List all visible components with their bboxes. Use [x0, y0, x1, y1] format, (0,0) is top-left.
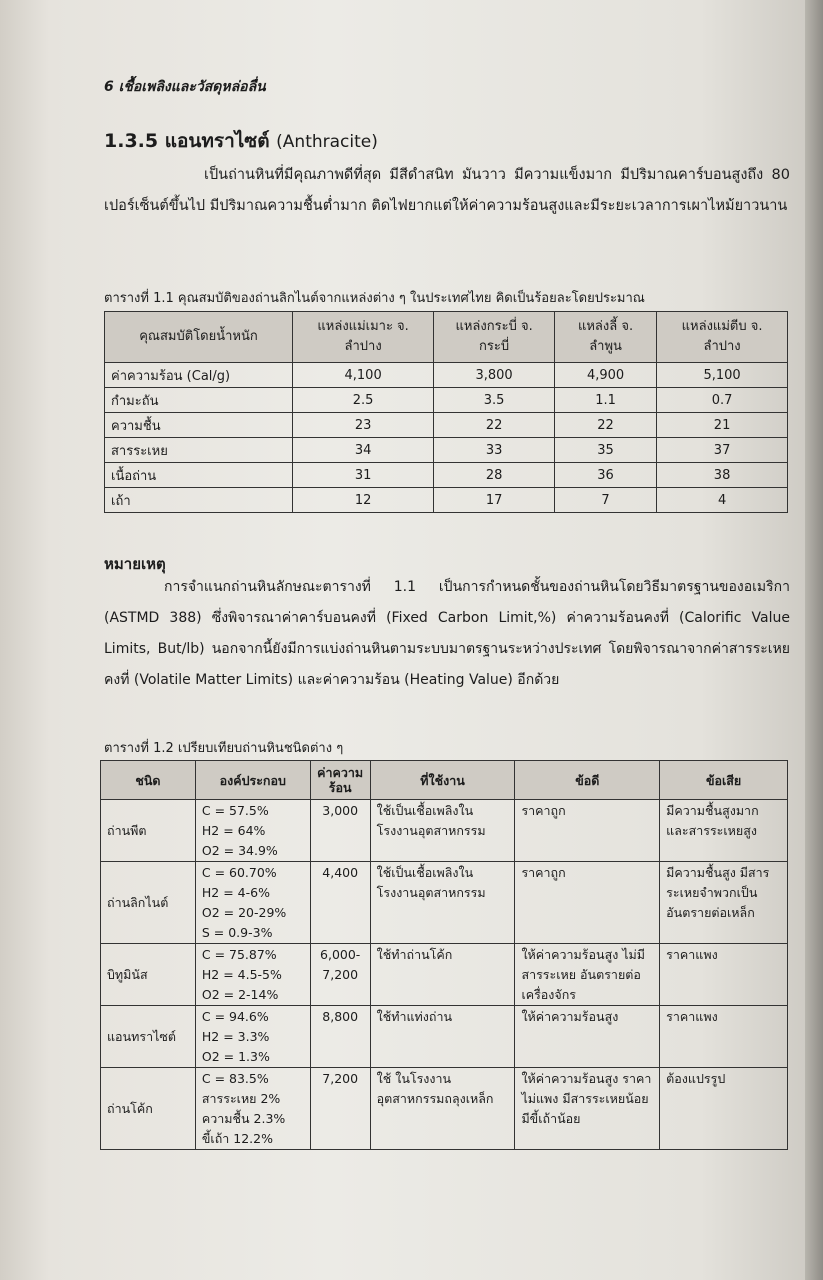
- heating-value-cell: 3,000: [310, 800, 370, 862]
- coal-type-cell: แอนทราไซต์: [101, 1006, 196, 1068]
- table-header-cell: แหล่งแม่ตีบ จ. ลำปาง: [657, 312, 788, 363]
- table-row: [105, 463, 788, 488]
- composition-cell: [195, 944, 310, 1006]
- table-header-cell: แหล่งกระบี่ จ. กระบี่: [434, 312, 555, 363]
- table-row: [101, 1068, 788, 1150]
- table-cell: ค่าความร้อน (Cal/g): [105, 363, 293, 388]
- table-row: [101, 1006, 788, 1068]
- table-header-row: [105, 312, 788, 363]
- coal-type-cell: บิทูมินัส: [101, 944, 196, 1006]
- composition-line: ความชื้น 2.3%: [201, 1111, 286, 1126]
- usage-cell: ใช้เป็นเชื้อเพลิงในโรงงานอุตสาหกรรม: [370, 800, 515, 862]
- table-row: [105, 488, 788, 513]
- table-cell: 4: [657, 488, 788, 513]
- table-row: [105, 438, 788, 463]
- table-row: [105, 363, 788, 388]
- coal-type-cell: ถ่านพีต: [101, 800, 196, 862]
- heating-value-cell: 4,400: [310, 862, 370, 944]
- table-cell: 33: [434, 438, 555, 463]
- note-title: หมายเหตุ: [104, 555, 166, 573]
- table-header-cell: คุณสมบัติโดยน้ำหนัก: [105, 312, 293, 363]
- heating-value-cell: 6,000-7,200: [310, 944, 370, 1006]
- table-header-cell: ข้อดี: [515, 761, 660, 800]
- composition-line: C = 75.87%: [201, 947, 277, 962]
- composition-cell: [195, 800, 310, 862]
- table-row: [101, 944, 788, 1006]
- table-cell: 38: [657, 463, 788, 488]
- table-cell: 7: [554, 488, 656, 513]
- table2-caption: ตารางที่ 1.2 เปรียบเทียบถ่านหินชนิดต่าง ๆ: [104, 741, 344, 756]
- section-title: [104, 126, 378, 156]
- advantage-cell: ราคาถูก: [515, 800, 660, 862]
- section-title-english: (Anthracite): [276, 132, 378, 152]
- table-cell: 28: [434, 463, 555, 488]
- composition-line: H2 = 4.5-5%: [201, 967, 282, 982]
- coal-type-cell: ถ่านลิกไนต์: [101, 862, 196, 944]
- disadvantage-cell: มีความชื้นสูงมากและสารระเหยสูง: [660, 800, 788, 862]
- advantage-cell: ให้ค่าความร้อนสูง ราคาไม่แพง มีสารระเหยน้อยมีขี้เถ้าน้อย: [515, 1068, 660, 1150]
- composition-line: C = 83.5%: [201, 1071, 269, 1086]
- coal-type-cell: ถ่านโค้ก: [101, 1068, 196, 1150]
- usage-cell: ใช้เป็นเชื้อเพลิงในโรงงานอุตสาหกรรม: [370, 862, 515, 944]
- heating-value-cell: 7,200: [310, 1068, 370, 1150]
- composition-line: O2 = 34.9%: [201, 843, 278, 858]
- composition-line: H2 = 64%: [201, 823, 266, 838]
- table-cell: 2.5: [293, 388, 434, 413]
- composition-line: C = 94.6%: [201, 1009, 269, 1024]
- table-header-cell: แหล่งลี้ จ. ลำพูน: [554, 312, 656, 363]
- usage-cell: ใช้ทำถ่านโค้ก: [370, 944, 515, 1006]
- composition-line: O2 = 2-14%: [201, 987, 279, 1002]
- disadvantage-cell: มีความชื้นสูง มีสารระเหยจำพวกเป็นอันตรายต่อเหล็ก: [660, 862, 788, 944]
- table-header-cell: ที่ใช้งาน: [370, 761, 515, 800]
- composition-cell: [195, 862, 310, 944]
- lignite-properties-table: [104, 311, 788, 513]
- page-edge: [805, 0, 823, 1280]
- advantage-cell: ให้ค่าความร้อนสูง ไม่มีสารระเหย อันตรายต่อเครื่องจักร: [515, 944, 660, 1006]
- disadvantage-cell: ต้องแปรรูป: [660, 1068, 788, 1150]
- composition-line: O2 = 20-29%: [201, 905, 287, 920]
- table-cell: 23: [293, 413, 434, 438]
- table-cell: สารระเหย: [105, 438, 293, 463]
- table-row: [105, 413, 788, 438]
- table-row: [101, 800, 788, 862]
- table-cell: 4,100: [293, 363, 434, 388]
- advantage-cell: ให้ค่าความร้อนสูง: [515, 1006, 660, 1068]
- table-header-cell: ข้อเสีย: [660, 761, 788, 800]
- composition-line: H2 = 4-6%: [201, 885, 270, 900]
- table-cell: 21: [657, 413, 788, 438]
- table-cell: 3,800: [434, 363, 555, 388]
- table-cell: เถ้า: [105, 488, 293, 513]
- coal-comparison-table: [100, 760, 788, 1150]
- heating-value-cell: 8,800: [310, 1006, 370, 1068]
- table-cell: 4,900: [554, 363, 656, 388]
- usage-cell: ใช้ทำแท่งถ่าน: [370, 1006, 515, 1068]
- table-cell: 5,100: [657, 363, 788, 388]
- table-header-cell: แหล่งแม่เมาะ จ. ลำปาง: [293, 312, 434, 363]
- table-cell: ความชื้น: [105, 413, 293, 438]
- table-cell: 17: [434, 488, 555, 513]
- table-header-cell: ชนิด: [101, 761, 196, 800]
- table-cell: 36: [554, 463, 656, 488]
- table-cell: 22: [554, 413, 656, 438]
- table-header-cell: ค่าความร้อน: [310, 761, 370, 800]
- table-row: [101, 862, 788, 944]
- table-cell: 3.5: [434, 388, 555, 413]
- advantage-cell: ราคาถูก: [515, 862, 660, 944]
- table-cell: 1.1: [554, 388, 656, 413]
- table1-caption: ตารางที่ 1.1 คุณสมบัติของถ่านลิกไนต์จากแหล่งต่าง ๆ ในประเทศไทย คิดเป็นร้อยละโดยประมาณ: [104, 291, 645, 306]
- table-header-row: [101, 761, 788, 800]
- disadvantage-cell: ราคาแพง: [660, 1006, 788, 1068]
- composition-cell: [195, 1006, 310, 1068]
- table-cell: 0.7: [657, 388, 788, 413]
- table-cell: 31: [293, 463, 434, 488]
- table-header-cell: องค์ประกอบ: [195, 761, 310, 800]
- table-cell: 34: [293, 438, 434, 463]
- table-cell: 35: [554, 438, 656, 463]
- table-cell: กำมะถัน: [105, 388, 293, 413]
- table-cell: 12: [293, 488, 434, 513]
- table-cell: เนื้อถ่าน: [105, 463, 293, 488]
- note-paragraph: การจำแนกถ่านหินลักษณะตารางที่ 1.1 เป็นการกำหนดชั้นของถ่านหินโดยวิธีมาตรฐานของอเมริกา (ASTMD 388) ซึ่งพิจารณาค่าคาร์บอนคงที่ (Fixed Carbon Limit,%) ค่าความร้อนคงที่ (Calorific Value Limits, But/lb) นอกจากนี้ยังมีการแบ่งถ่านหินตามระบบมาตรฐานระหว่างประเทศ โดยพิจารณาจากค่าสารระเหยคงที่ (Volatile Matter Limits) และค่าความร้อน (Heating Value) อีกด้วย: [104, 579, 790, 688]
- composition-line: O2 = 1.3%: [201, 1049, 270, 1064]
- composition-line: H2 = 3.3%: [201, 1029, 270, 1044]
- composition-line: S = 0.9-3%: [201, 925, 273, 940]
- table-row: [105, 388, 788, 413]
- composition-cell: [195, 1068, 310, 1150]
- composition-line: สารระเหย 2%: [201, 1091, 281, 1106]
- section-title-thai: 1.3.5 แอนทราไซต์: [104, 130, 270, 152]
- composition-line: ขี้เถ้า 12.2%: [201, 1131, 273, 1146]
- composition-line: C = 57.5%: [201, 803, 269, 818]
- usage-cell: ใช้ ในโรงงานอุตสาหกรรมถลุงเหล็ก: [370, 1068, 515, 1150]
- table-cell: 22: [434, 413, 555, 438]
- composition-line: C = 60.70%: [201, 865, 277, 880]
- running-header: 6 เชื้อเพลิงและวัสดุหล่อลื่น: [104, 79, 266, 95]
- table-cell: 37: [657, 438, 788, 463]
- disadvantage-cell: ราคาแพง: [660, 944, 788, 1006]
- anthracite-paragraph: เป็นถ่านหินที่มีคุณภาพดีที่สุด มีสีดำสนิท มันวาว มีความแข็งมาก มีปริมาณคาร์บอนสูงถึง 80 เปอร์เซ็นต์ขึ้นไป มีปริมาณความชื้นต่ำมาก ติดไฟยากแต่ให้ค่าความร้อนสูงและมีระยะเวลาการเผาไหม้ยาวนาน: [104, 167, 790, 214]
